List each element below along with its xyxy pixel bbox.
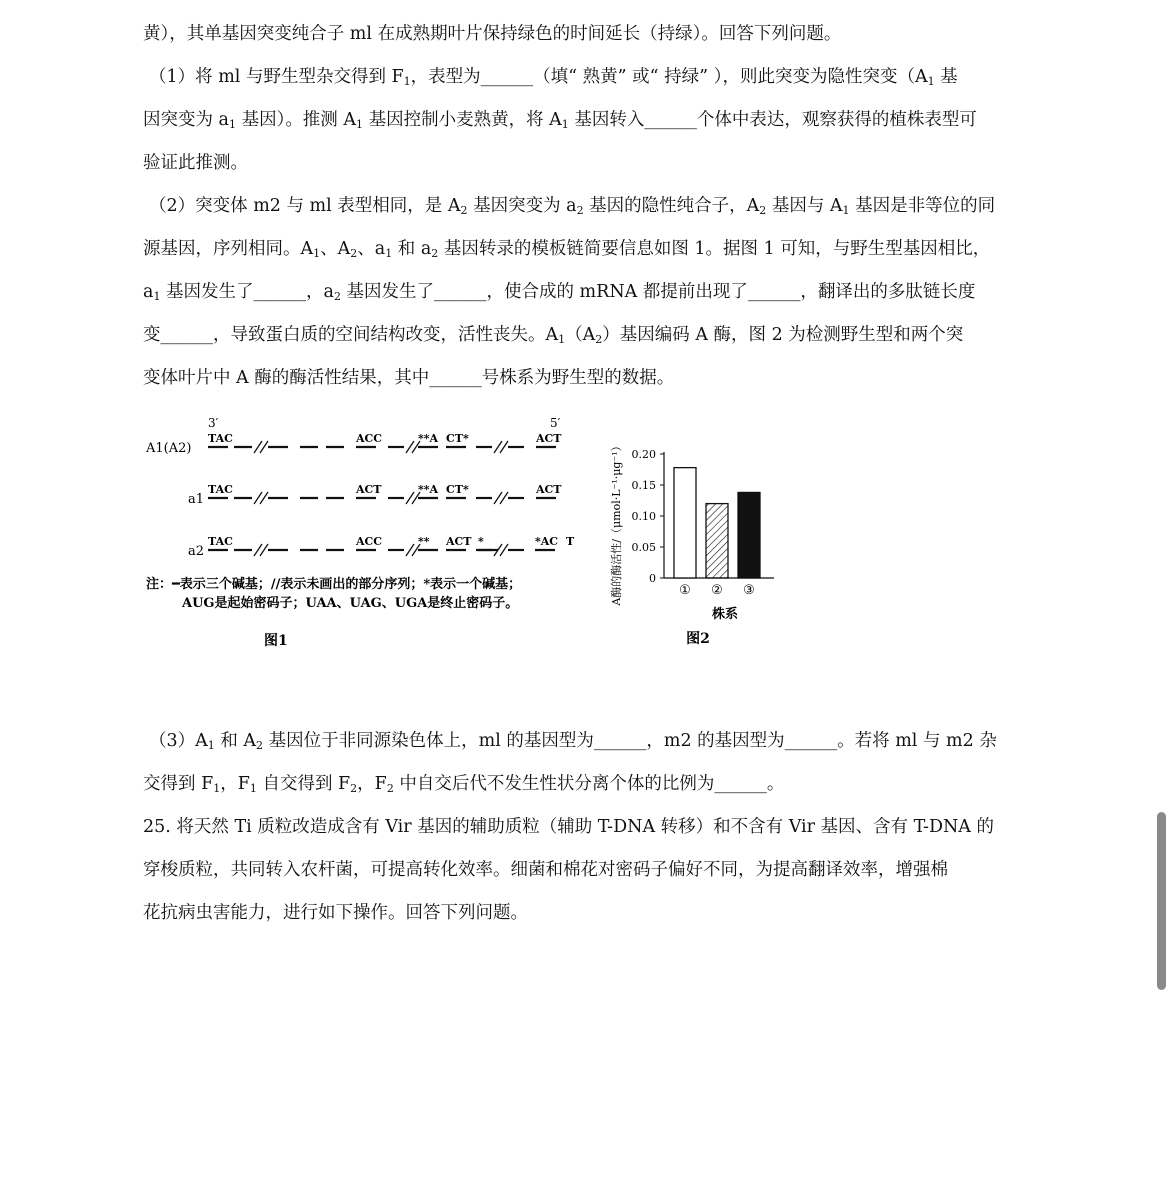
x-tick-label: ③ [743, 583, 755, 598]
q1-line-1: （1）将 ml 与野生型杂交得到 $F_1$，表型为______（填“ 熟黄” 或“ 持绿” ），则此突变为隐性突变（$A_1$ 基 [149, 67, 958, 88]
figure-1 [140, 405, 600, 655]
codon-start: TAC [208, 483, 233, 496]
q25-line-3: 花抗病虫害能力，进行如下操作。回答下列问题。 [143, 903, 528, 923]
dna-row-3 [188, 535, 575, 559]
codon-end: ACT [536, 432, 562, 445]
figure-1-caption: 图1 [264, 633, 288, 649]
q1-line-3: 验证此推测。 [143, 153, 248, 173]
y-tick-label: 0.10 [631, 510, 656, 523]
end-3-label: 3′ [208, 416, 219, 430]
codon-3: **A [418, 432, 439, 445]
row-label: a1 [188, 492, 205, 507]
codon-2: ACC [356, 535, 383, 548]
row-label: A1(A2) [146, 441, 192, 456]
figure-2-caption: 图2 [686, 631, 710, 647]
codon-6: *AC [535, 535, 559, 548]
y-tick-label: 0.15 [631, 479, 656, 492]
codon-start: TAC [208, 432, 233, 445]
codon-4: CT* [446, 432, 469, 445]
q25-line-1: 25. 将天然 Ti 质粒改造成含有 Vir 基因的辅助质粒（辅助 T-DNA 转移）和不含有 Vir 基因、含有 T-DNA 的 [143, 817, 994, 837]
y-tick-label: 0.20 [631, 448, 656, 461]
codon-end: ACT [536, 483, 562, 496]
codon-4: CT* [446, 483, 469, 496]
q2-line-4: 变______，导致蛋白质的空间结构改变，活性丧失。$A_1(A_2)$基因编码 A 酶，图 2 为检测野生型和两个突 [143, 325, 964, 346]
figure-1-note-1: 注：━表示三个碱基；//表示未画出的部分序列；*表示一个碱基； [146, 577, 522, 592]
codon-2: ACC [356, 432, 383, 445]
x-tick-label: ① [679, 583, 691, 598]
q2-line-5: 变体叶片中 A 酶的酶活性结果，其中______号株系为野生型的数据。 [143, 368, 675, 388]
bar-1 [674, 468, 696, 578]
chart-axes [632, 448, 775, 598]
codon-3: **A [418, 483, 439, 496]
question-text-bottom [143, 720, 1028, 935]
q2-line-1: （2）突变体 m2 与 ml 表型相同，是 $A_2$ 基因突变为 $a_2$ 基因的隐性纯合子，$A_2$ 基因与 $A_1$ 基因是非等位的同 [149, 196, 996, 217]
question-text-top [143, 13, 1028, 400]
codon-4: ACT [446, 535, 472, 548]
q2-line-2: 源基因，序列相同。$A_1$、$A_2$、$a_1$ 和 $a_2$ 基因转录的模板链简要信息如图 1。据图 1 可知，与野生型基因相比， [143, 239, 991, 260]
bar-3 [738, 492, 760, 578]
codon-3: ** [418, 535, 430, 548]
x-tick-label: ② [711, 583, 723, 598]
codon-2: ACT [356, 483, 382, 496]
codon-7: T [566, 535, 575, 548]
dna-row-2 [188, 483, 562, 507]
y-tick-label: 0 [649, 572, 656, 585]
q3-line-2: 交得到 $F_1$，$F_1$ 自交得到 $F_2$，$F_2$ 中自交后代不发生性状分离个体的比例为______。 [143, 774, 785, 795]
x-axis-label: 株系 [711, 607, 739, 622]
line: 黄），其单基因突变纯合子 ml 在成熟期叶片保持绿色的时间延长（持绿）。回答下列问题。 [143, 24, 842, 44]
q3-line-1: $(3)A_1$ 和 $A_2$ 基因位于非同源染色体上，ml 的基因型为______，m2 的基因型为______。若将 ml 与 m2 杂 [149, 731, 997, 752]
q25-line-2: 穿梭质粒，共同转入农杆菌，可提高转化效率。细菌和棉花对密码子偏好不同，为提高翻译效率，增强棉 [143, 860, 948, 880]
figure-1-note-2: AUG是起始密码子；UAA、UAG、UGA是终止密码子。 [182, 596, 519, 611]
codon-5: * [478, 535, 484, 548]
vertical-scrollbar[interactable] [1157, 812, 1166, 990]
figure-area [140, 405, 800, 655]
y-axis-label: A酶的酶活性/（μmol·L⁻¹·μg⁻¹） [610, 440, 623, 606]
bar-2 [706, 504, 728, 578]
row-label: a2 [188, 544, 205, 559]
q2-line-3: $a_1$ 基因发生了______，$a_2$ 基因发生了______，使合成的 mRNA 都提前出现了______，翻译出的多肽链长度 [143, 282, 976, 303]
dna-rows [145, 432, 575, 559]
dna-row-1 [145, 432, 562, 456]
end-5-label: 5′ [550, 416, 561, 430]
figure-2-chart [602, 405, 802, 655]
q1-line-2: 因突变为 $a_1$ 基因）。推测 $A_1$ 基因控制小麦熟黄，将 $A_1$ 基因转入______个体中表达，观察获得的植株表型可 [143, 110, 977, 131]
codon-start: TAC [208, 535, 233, 548]
y-tick-label: 0.05 [631, 541, 656, 554]
